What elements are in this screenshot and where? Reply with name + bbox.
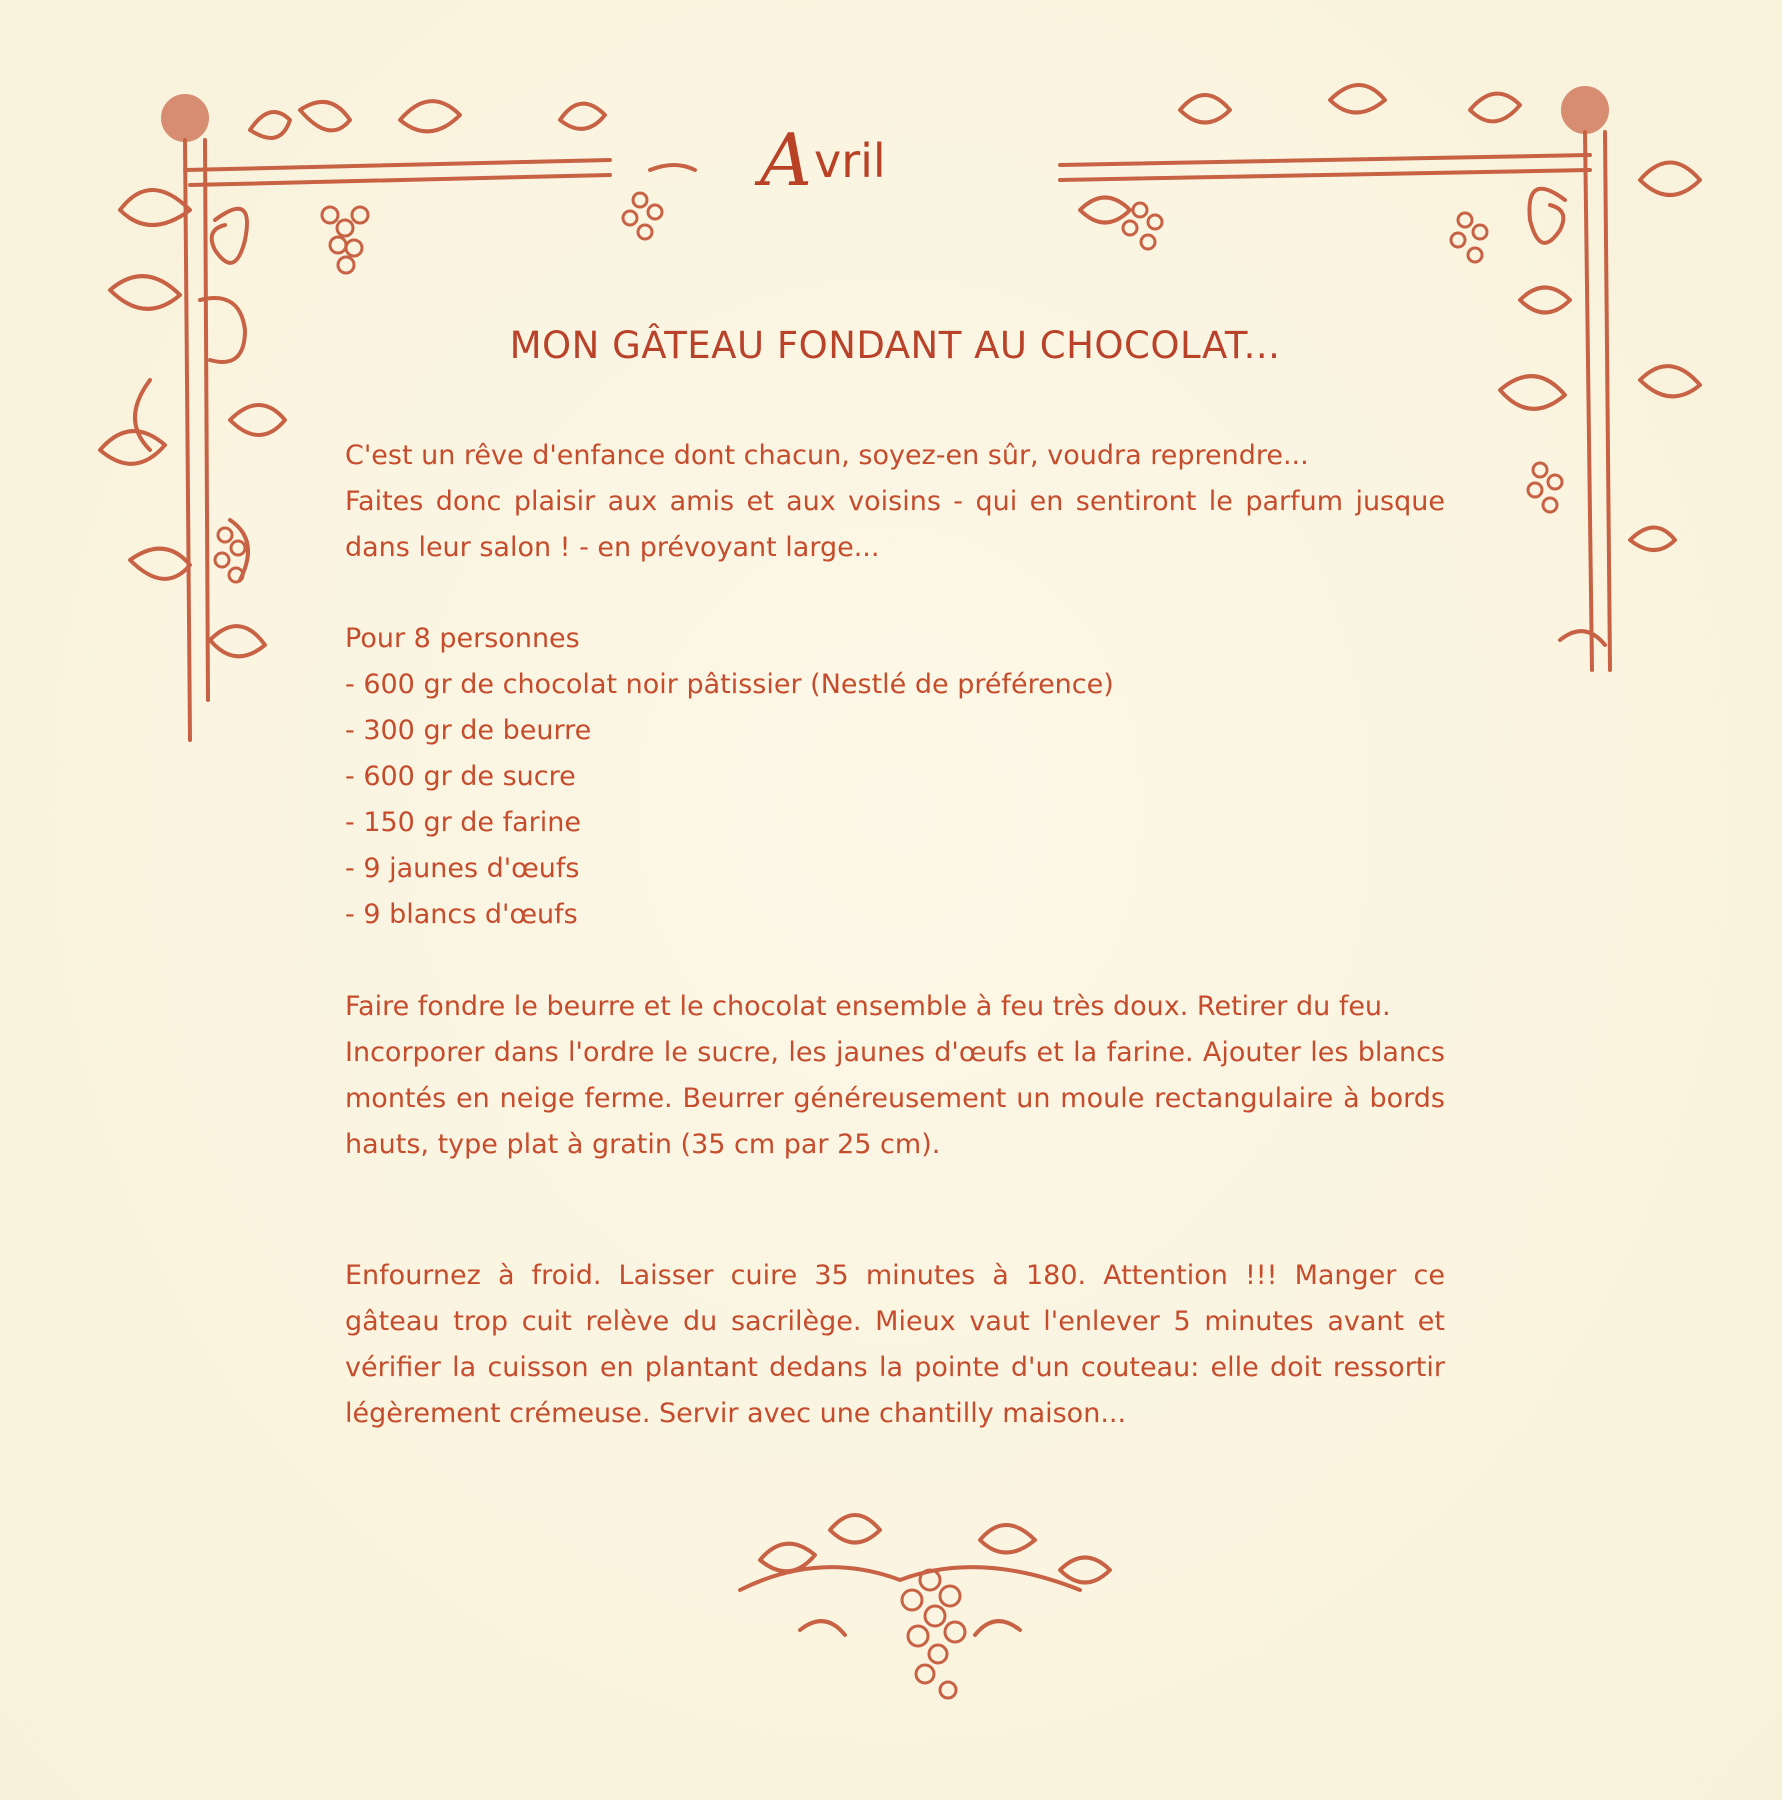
- bottom-grapes-icon: [740, 1515, 1110, 1698]
- servings: Pour 8 personnes: [345, 623, 580, 654]
- ingredient-item: - 150 gr de farine: [345, 807, 581, 838]
- method-step-1: Faire fondre le beurre et le chocolat ensemble à feu très doux. Retirer du feu.: [345, 991, 1391, 1022]
- recipe-intro: [345, 433, 1445, 571]
- ingredient-item: - 600 gr de sucre: [345, 761, 576, 792]
- ingredient-item: - 9 jaunes d'œufs: [345, 853, 580, 884]
- method-step-2: Incorporer dans l'ordre le sucre, les jaunes d'œufs et la farine. Ajouter les blancs montés en neige ferme. Beurrer généreusement un moule rectangulaire à bords hauts, type plat à gratin (35 cm par 25 cm).: [345, 1037, 1445, 1160]
- top-right-vine-icon: [1060, 85, 1700, 670]
- ingredient-item: - 9 blancs d'œufs: [345, 899, 578, 930]
- ingredient-item: - 600 gr de chocolat noir pâtissier (Nestlé de préférence): [345, 669, 1114, 700]
- recipe-baking: [345, 1253, 1445, 1437]
- month-initial: A: [760, 118, 812, 202]
- ingredients-list: [345, 616, 1445, 938]
- intro-sentence-1: C'est un rêve d'enfance dont chacun, soyez-en sûr, voudra reprendre...: [345, 440, 1309, 471]
- intro-sentence-2: Faites donc plaisir aux amis et aux voisins - qui en sentiront le parfum jusque dans leur salon ! - en prévoyant large...: [345, 486, 1445, 563]
- ingredient-item: - 300 gr de beurre: [345, 715, 592, 746]
- month-heading: [760, 118, 886, 202]
- recipe-method: [345, 984, 1445, 1168]
- baking-instructions: Enfournez à froid. Laisser cuire 35 minutes à 180. Attention !!! Manger ce gâteau trop cuit relève du sacrilège. Mieux vaut l'enlever 5 minutes avant et vérifier la cuisson en plantant dedans la pointe d'un couteau: elle doit ressortir légèrement crémeuse. Servir avec une chantilly maison...: [345, 1260, 1445, 1429]
- month-rest: vril: [814, 134, 886, 188]
- recipe-title: MON GÂTEAU FONDANT AU CHOCOLAT...: [509, 324, 1281, 367]
